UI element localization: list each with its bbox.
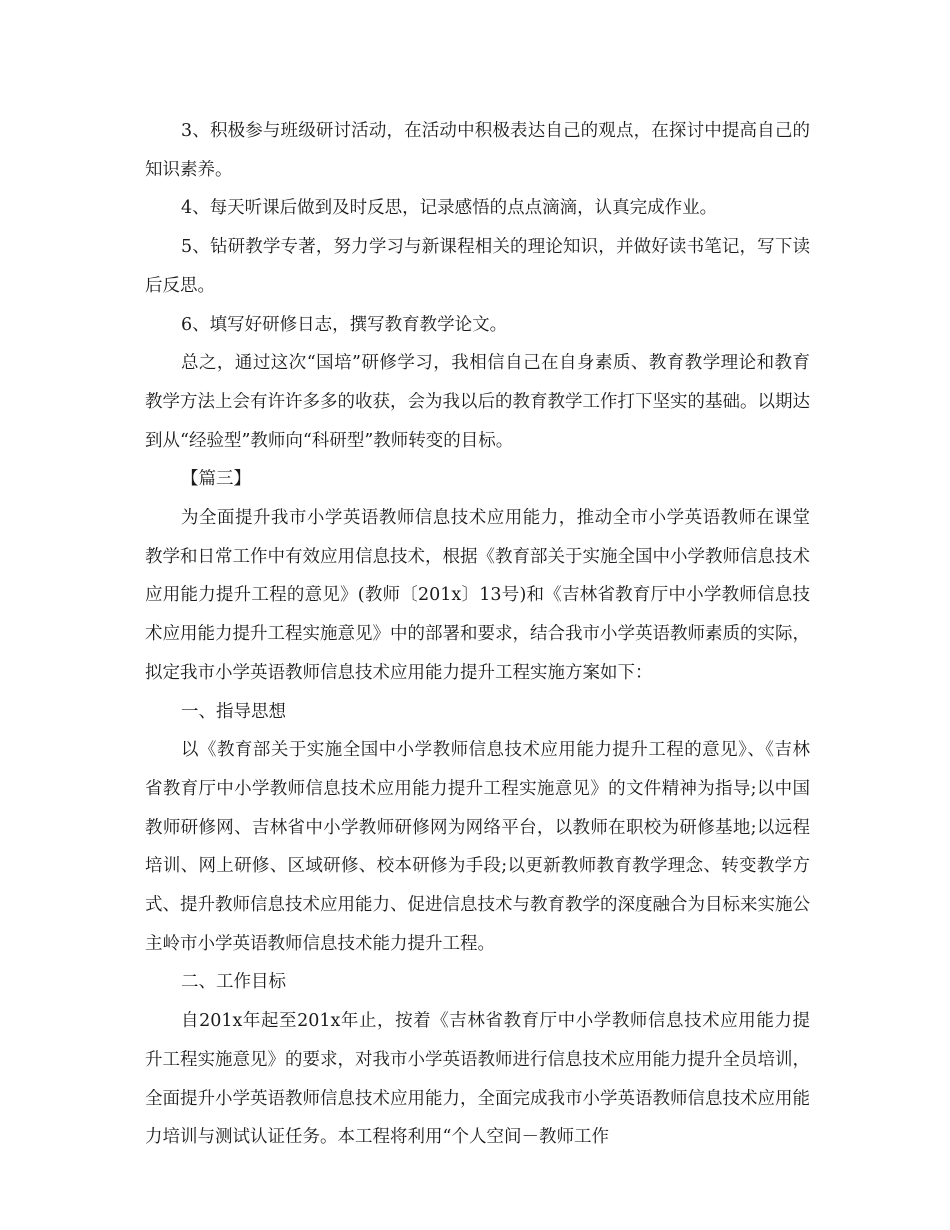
paragraph-item-5: 5、钻研教学专著，努力学习与新课程相关的理论知识，并做好读书笔记，写下读后反思。 — [145, 237, 810, 296]
paragraph-item-6: 6、填写好研修日志，撰写教育教学论文。 — [181, 314, 508, 335]
section-heading-part-three: 【篇三】 — [181, 469, 251, 490]
heading-work-goals: 二、工作目标 — [181, 972, 286, 993]
document-body — [145, 112, 810, 1157]
paragraph-work-goals: 自201x年起至201x年止，按着《吉林省教育厅中小学教师信息技术应用能力提升工程实施意见》的要求，对我市小学英语教师进行信息技术应用能力提升全员培训，全面提升小学英语教师信息技术应用能力，全面完成我市小学英语教师信息技术应用能力培训与测试认证任务。本工程将利用“个人空间－教师工作 — [145, 1011, 810, 1148]
paragraph-item-3: 3、积极参与班级研讨活动，在活动中积极表达自己的观点，在探讨中提高自己的知识素养。 — [145, 121, 810, 180]
paragraph-guiding-ideology: 以《教育部关于实施全国中小学教师信息技术应用能力提升工程的意见》、《吉林省教育厅中小学教师信息技术应用能力提升工程实施意见》的文件精神为指导;以中国教师研修网、吉林省中小学教师研修网为网络平台，以教师在职校为研修基地;以远程培训、网上研修、区域研修、校本研修为手段;以更新教师教育教学理念、转变教学方式、提升教师信息技术应用能力、促进信息技术与教育教学的深度融合为目标来实施公主岭市小学英语教师信息技术能力提升工程。 — [145, 740, 810, 954]
paragraph-intro: 为全面提升我市小学英语教师信息技术应用能力，推动全市小学英语教师在课堂教学和日常工作中有效应用信息技术，根据《教育部关于实施全国中小学教师信息技术应用能力提升工程的意见》(教师〔201x〕13号)和《吉林省教育厅中小学教师信息技术应用能力提升工程实施意见》中的部署和要求，结合我市小学英语教师素质的实际，拟定我市小学英语教师信息技术应用能力提升工程实施方案如下： — [145, 508, 810, 683]
heading-guiding-ideology: 一、指导思想 — [181, 701, 286, 722]
paragraph-summary: 总之，通过这次“国培”研修学习，我相信自己在自身素质、教育教学理论和教育教学方法上会有许许多多的收获，会为我以后的教育教学工作打下坚实的基础。以期达到从“经验型”教师向“科研型”教师转变的目标。 — [145, 353, 810, 451]
paragraph-item-4: 4、每天听课后做到及时反思，记录感悟的点点滴滴，认真完成作业。 — [181, 198, 718, 219]
